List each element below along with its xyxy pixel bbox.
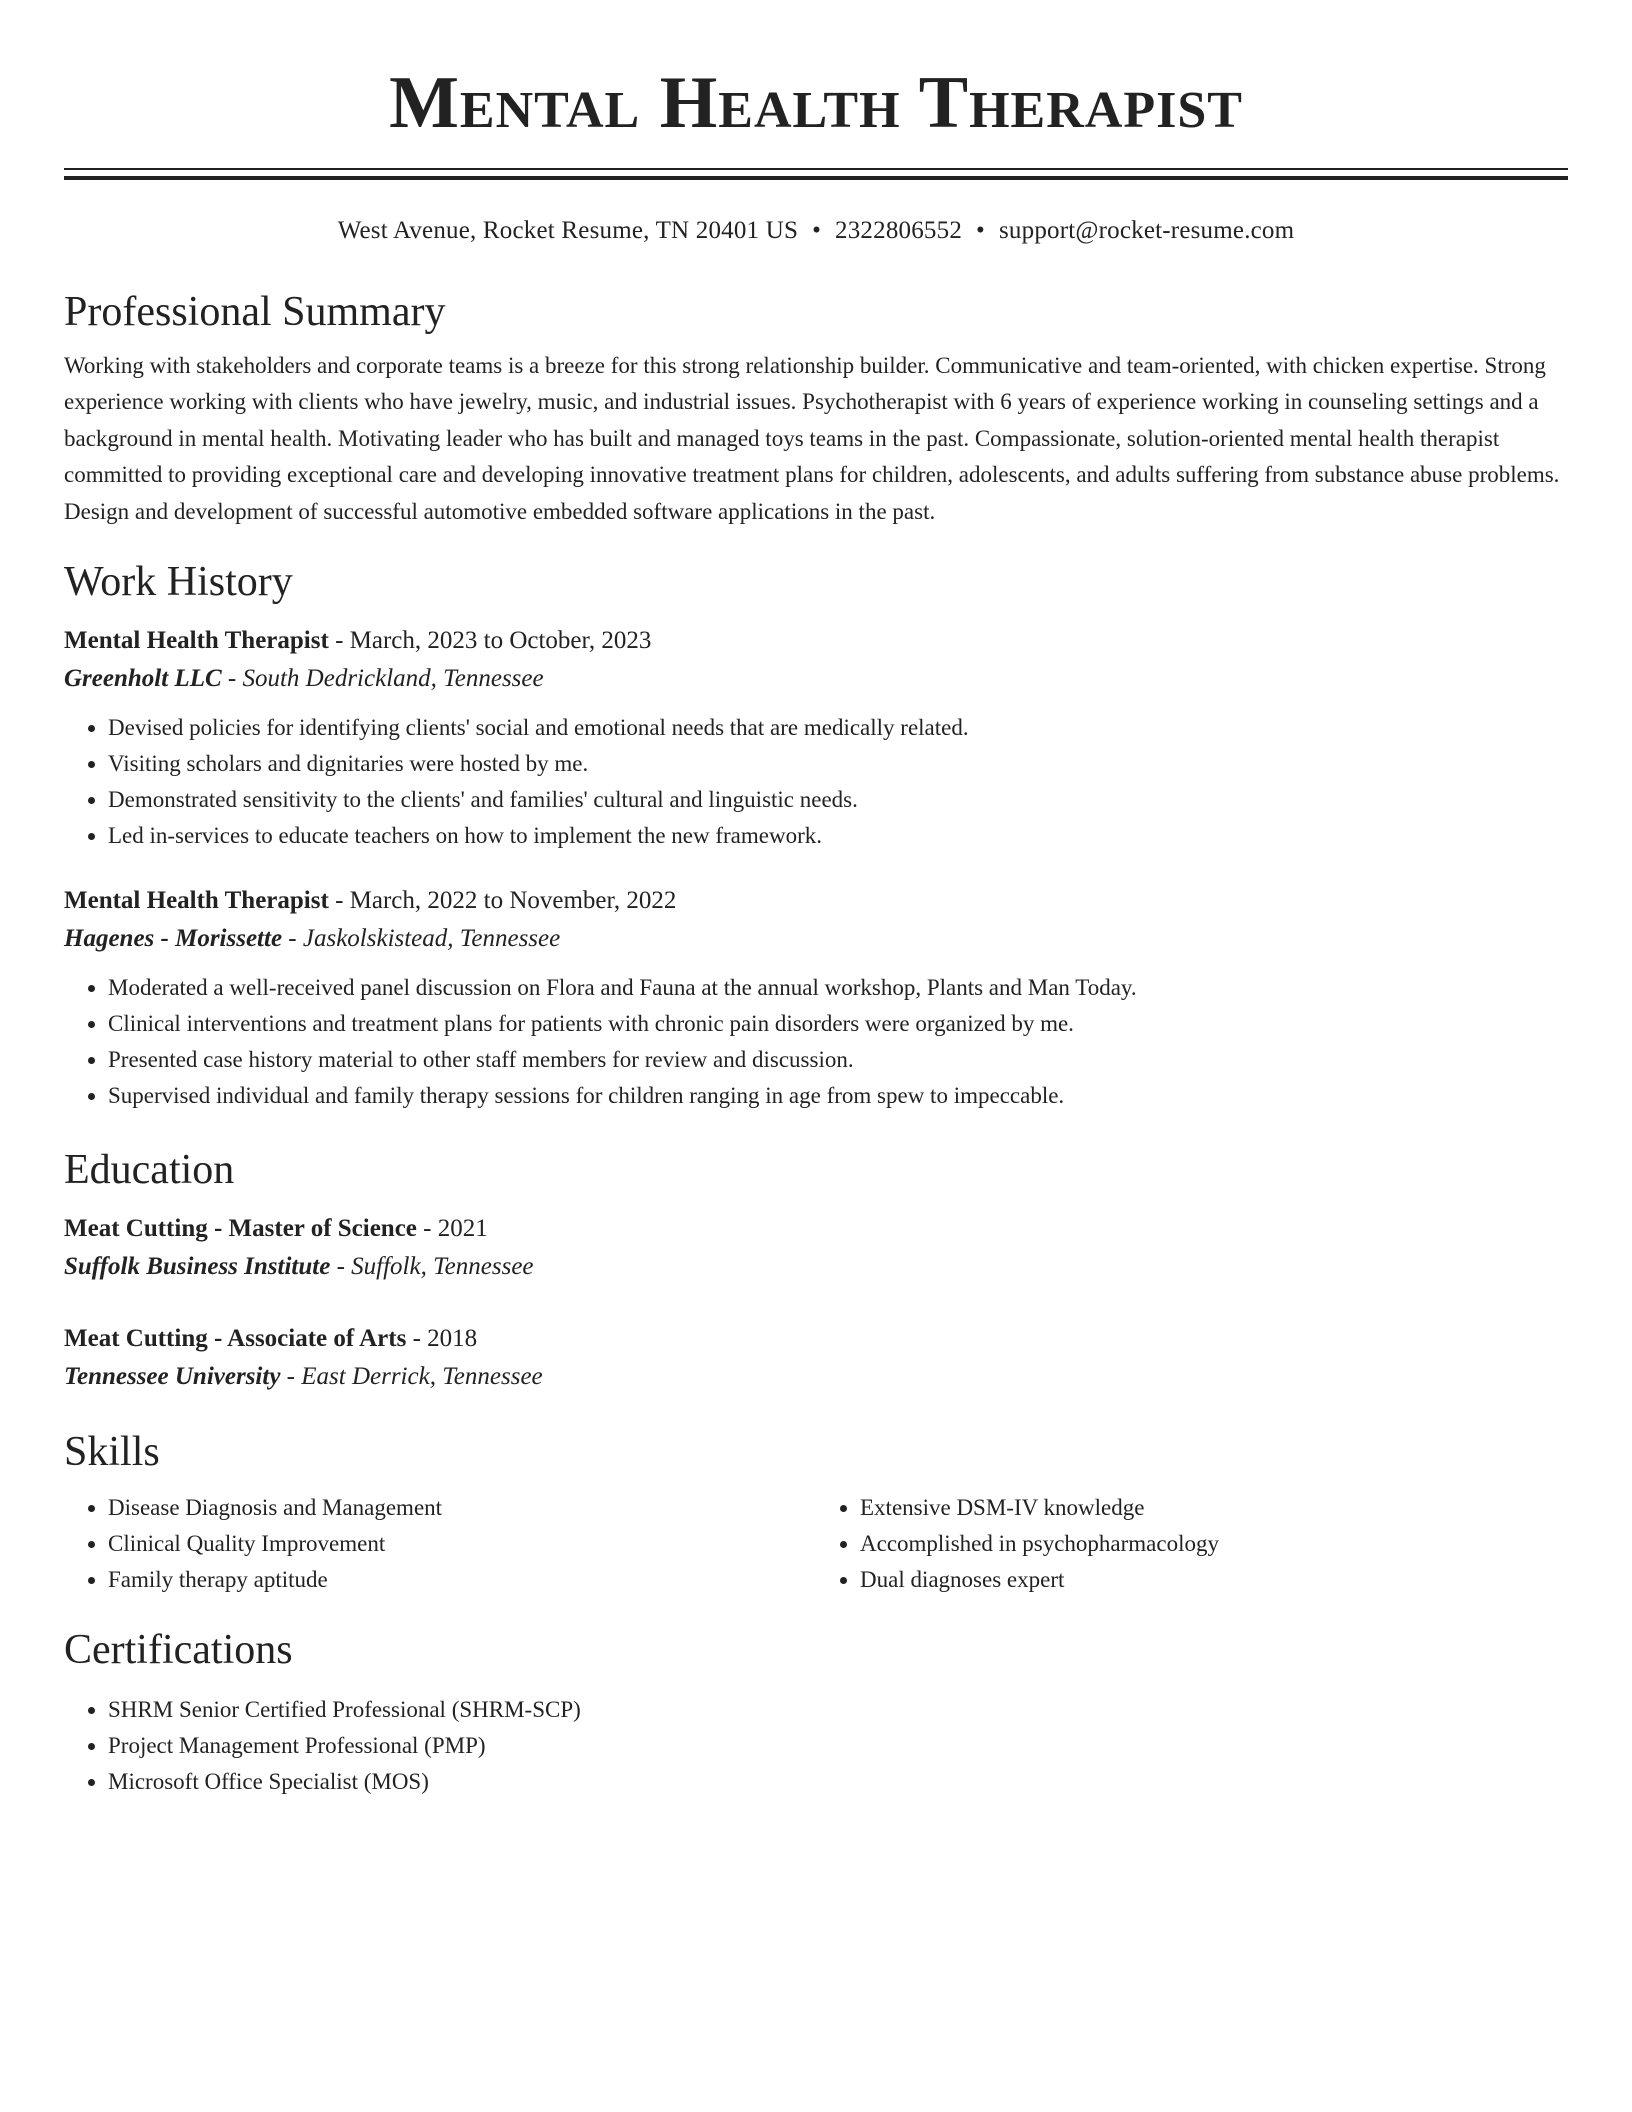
job-entry bbox=[64, 622, 1568, 854]
job-dates: - March, 2022 to November, 2022 bbox=[328, 887, 677, 915]
degree-line bbox=[64, 1210, 1568, 1248]
degree-year: - 2021 bbox=[416, 1215, 488, 1243]
job-bullet: • Demonstrated sensitivity to the clients' and families' cultural and linguistic needs. bbox=[108, 782, 1568, 818]
skill-item: • Family therapy aptitude bbox=[108, 1562, 816, 1598]
job-title-line bbox=[64, 882, 1568, 920]
school-line bbox=[64, 1358, 1568, 1396]
contact-phone: 2322806552 bbox=[835, 217, 963, 244]
school-name: Tennessee University bbox=[64, 1363, 281, 1391]
skills-grid bbox=[64, 1490, 1568, 1598]
section-heading-summary: Professional Summary bbox=[64, 289, 446, 335]
job-bullet: • Devised policies for identifying clients' social and emotional needs that are medically related. bbox=[108, 710, 1568, 746]
contact-line bbox=[64, 214, 1568, 248]
title-divider bbox=[64, 168, 1568, 180]
job-dates: - March, 2023 to October, 2023 bbox=[328, 627, 652, 655]
job-location: - South Dedrickland, Tennessee bbox=[221, 665, 544, 693]
section-heading-work-history: Work History bbox=[64, 559, 293, 606]
job-bullet: • Moderated a well-received panel discussion on Flora and Fauna at the annual workshop, Plants and Man Today. bbox=[108, 970, 1568, 1006]
degree-name: Meat Cutting - Master of Science bbox=[64, 1215, 417, 1243]
education-section bbox=[64, 1144, 1568, 1396]
job-location: - Jaskolskistead, Tennessee bbox=[282, 925, 561, 953]
school-location: - East Derrick, Tennessee bbox=[280, 1363, 543, 1391]
contact-separator: • bbox=[812, 217, 822, 244]
skill-item: • Extensive DSM-IV knowledge bbox=[860, 1490, 1568, 1526]
work-history-section bbox=[64, 556, 1568, 1114]
skills-column-right bbox=[816, 1490, 1568, 1598]
job-title-line bbox=[64, 622, 1568, 660]
certifications-section bbox=[64, 1624, 1568, 1800]
school-name: Suffolk Business Institute bbox=[64, 1253, 331, 1281]
job-company-line bbox=[64, 920, 1568, 958]
education-entry bbox=[64, 1320, 1568, 1396]
job-bullet: • Clinical interventions and treatment plans for patients with chronic pain disorders were organized by me. bbox=[108, 1006, 1568, 1042]
degree-line bbox=[64, 1320, 1568, 1358]
skill-item: • Dual diagnoses expert bbox=[860, 1562, 1568, 1598]
section-heading-skills: Skills bbox=[64, 1429, 160, 1476]
job-title: Mental Health Therapist bbox=[64, 627, 329, 655]
section-heading-education: Education bbox=[64, 1147, 235, 1194]
skills-section bbox=[64, 1426, 1568, 1598]
contact-separator: • bbox=[976, 217, 985, 244]
job-title: Mental Health Therapist bbox=[64, 887, 329, 915]
degree-year: - 2018 bbox=[406, 1325, 478, 1353]
professional-summary-section bbox=[64, 286, 1568, 530]
job-company: Greenholt LLC bbox=[64, 665, 222, 693]
skill-item: • Accomplished in psychopharmacology bbox=[860, 1526, 1568, 1562]
certification-item: • Microsoft Office Specialist (MOS) bbox=[108, 1764, 1568, 1800]
job-bullet: • Supervised individual and family therapy sessions for children ranging in age from spew to impeccable. bbox=[108, 1078, 1568, 1114]
job-company: Hagenes - Morissette bbox=[64, 925, 283, 953]
section-heading-certifications: Certifications bbox=[64, 1627, 293, 1674]
certification-item: • SHRM Senior Certified Professional (SHRM-SCP) bbox=[108, 1692, 1568, 1728]
skill-item: • Clinical Quality Improvement bbox=[108, 1526, 816, 1562]
skill-item: • Disease Diagnosis and Management bbox=[108, 1490, 816, 1526]
job-bullet: • Presented case history material to other staff members for review and discussion. bbox=[108, 1042, 1568, 1078]
summary-text: Working with stakeholders and corporate teams is a breeze for this strong relationship builder. Communicative and team-oriented, with chicken expertise. Strong experience working with clients who have jewelry, music, and industrial issues. Psychotherapist with 6 years of experience working in counseling settings and a background in mental health. Motivating leader who has built and managed toys teams in the past. Compassionate, solution-oriented mental health therapist committed to providing exceptional care and developing innovative treatment plans for children, adolescents, and adults suffering from substance abuse problems. Design and development of successful automotive embedded software applications in the past. bbox=[64, 353, 1560, 524]
school-line bbox=[64, 1248, 1568, 1286]
school-location: - Suffolk, Tennessee bbox=[330, 1253, 534, 1281]
job-bullets bbox=[64, 710, 1568, 854]
certifications-list bbox=[64, 1692, 1568, 1800]
job-bullets bbox=[64, 970, 1568, 1114]
degree-name: Meat Cutting - Associate of Arts bbox=[64, 1325, 407, 1353]
job-bullet: • Visiting scholars and dignitaries were hosted by me. bbox=[108, 746, 1568, 782]
job-bullet: • Led in-services to educate teachers on how to implement the new framework. bbox=[108, 818, 1568, 854]
job-entry bbox=[64, 882, 1568, 1114]
job-company-line bbox=[64, 660, 1568, 698]
contact-address: West Avenue, Rocket Resume, TN 20401 US bbox=[337, 217, 799, 244]
education-entry bbox=[64, 1210, 1568, 1286]
contact-email: support@rocket-resume.com bbox=[998, 217, 1295, 244]
skills-column-left bbox=[64, 1490, 816, 1598]
resume-title: Mental Health Therapist bbox=[389, 62, 1243, 144]
certification-item: • Project Management Professional (PMP) bbox=[108, 1728, 1568, 1764]
